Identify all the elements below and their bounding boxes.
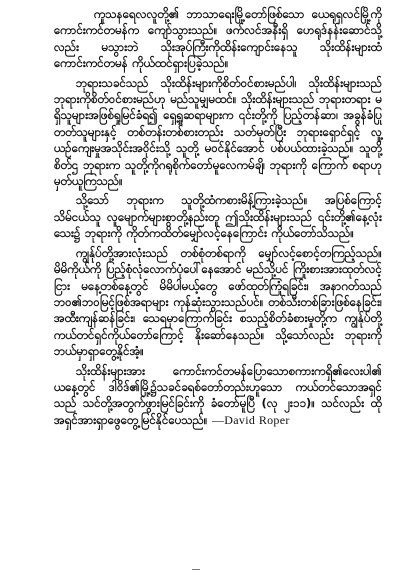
paragraph-5-text: သိုးထိန်းများအား ကောင်းကင်တမန်ပြောသောစကားကရှိ၏လေးပါ၏ ယနေ့တွင် ဒါဝိဒ်၏မြို့၌သခင်ခရစ်တော်တည်းဟူသော ကယ်တင်သောအရှင်သည် သင်တို့အတွက်ဖွားမြင်ခြင်းကို ခံတော်မူပြီ (လု ၂း၁၁)။ သင်လည်း ထိုအရှင်အားရှာဖွေတွေ့မြင်နိုင်ပေသည်။ (54, 363, 382, 427)
paragraph-2: ဘုရားသခင်သည် သိုးထိန်းများကိုစိတ်ဝင်စားမည်ပါ၊ သိုးထိန်းများသည် ဘုရားကိုစိတ်ဝင်စားမည်ဟု မည်သူမျှမထင်။ သိုးထိန်းများသည် ဘုရားတရား မရှိသူများအဖြစ်ရှုမြင်ခံရ၍ ရှေ့ရှုဆရာများက ၎င်းတို့ကို ပြည့်တန်ဆာ၊ အခွန်ခံပြုတတ်သူများနှင့် တစ်တန်းတစ်စားတည်း သတ်မှတ်ပြီး ဘုရားရှောင်ရှင့် လူ့ယဉ်ကျေးမှုအသိုင်းအဝိုင်းသို့ သူတို့ မဝင်နိုင်အောင် ပစ်ပယ်ထားခဲ့သည်။ သူတို့စိတ်ဌ ဘုရားက သူတို့ကိုဂရုစိုက်တော်မူလေကမ်ချိ၊ ဘုရားကို ကြောက် စရာဟု မှတ်ယူကြသည်။ (54, 75, 382, 189)
author-attribution: —David Roper (212, 412, 290, 427)
paragraph-3: သို့သော် ဘုရားက သူတို့ထံကစားမိန့်ကြားခဲ့သည်။ အပြစ်ကြောင့် သိမ်ငယ်သူ လူမျောက်များစွာတို့နည်းတူ ဤသိုးထိန်းများသည် ၎င်းတို့၏နေ့လုံးသေး၌ ဘုရားကို ကိုတ်ကထိတ်မျှော်လင့်နေကြောင်း ကိုယ်တော်သိသည်။ (54, 193, 382, 241)
paragraph-1: ကူသနရေလလူတို့၏ ဘာသာရေးမြို့တော်ဖြစ်သော ယေရုရှလင်မြို့ကို ကောင်းကင်တမန်က ကျော်သွားသည်။ ဖက်လင်အနီးရှိ ဟေရုဒ်နန်းဆောင်သို့လည်း မသွားဘဲ သိုးအုပ်ကြီးကိုထိန်းကျောင်းနေသူ သိုးထိန်းများထံ ကောင်းကင်တမန် ကိုယ်ထင်ရှားပြခဲ့သည်။ (54, 7, 382, 71)
paragraph-5 (54, 363, 382, 429)
paragraph-4: ကျွန်ုပ်တို့အားလုံးသည် တစ်စုံတစ်ရာကို မျှော်လင့်စောင့်တကြည့်သည်။ မိမိကိုယ်ကို ပြည့်စုံလုံလောက်ပုံပေါ်နေအောင် မည်သို့ပင် ကြိုးစားအားထုတ်လင့်ငြား မနေ့တစ်နေ့တွင် မိမိပါမယ့်တွေ ဖော်ထုတ်ကြုံရခြင်း၊ အနာဂတ်သည် ဘဝ၏ဘဝမြင့်ဖြစ်အရာများ ကုန်ဆုံးသွားသည်ပင်။ တစ်သီးတစ်ခြားဖြစ်နေခြင်း၊ အထီးကျန်ဆန်ခြင်း၊ သေရမှာကြောက်ခြင်း စသည့်စိတ်ခံစားမှုတို့က ကျွန်ုပ်တို့ ကယ်တင်ရှင်ကိုယ်တော်ကြောင့် နိုးဆော်နေသည်။ သို့သော်လည်း ဘုရားကို ဘယ်မှာရှာတွေ့နိုင်အံ့။ (54, 245, 382, 359)
